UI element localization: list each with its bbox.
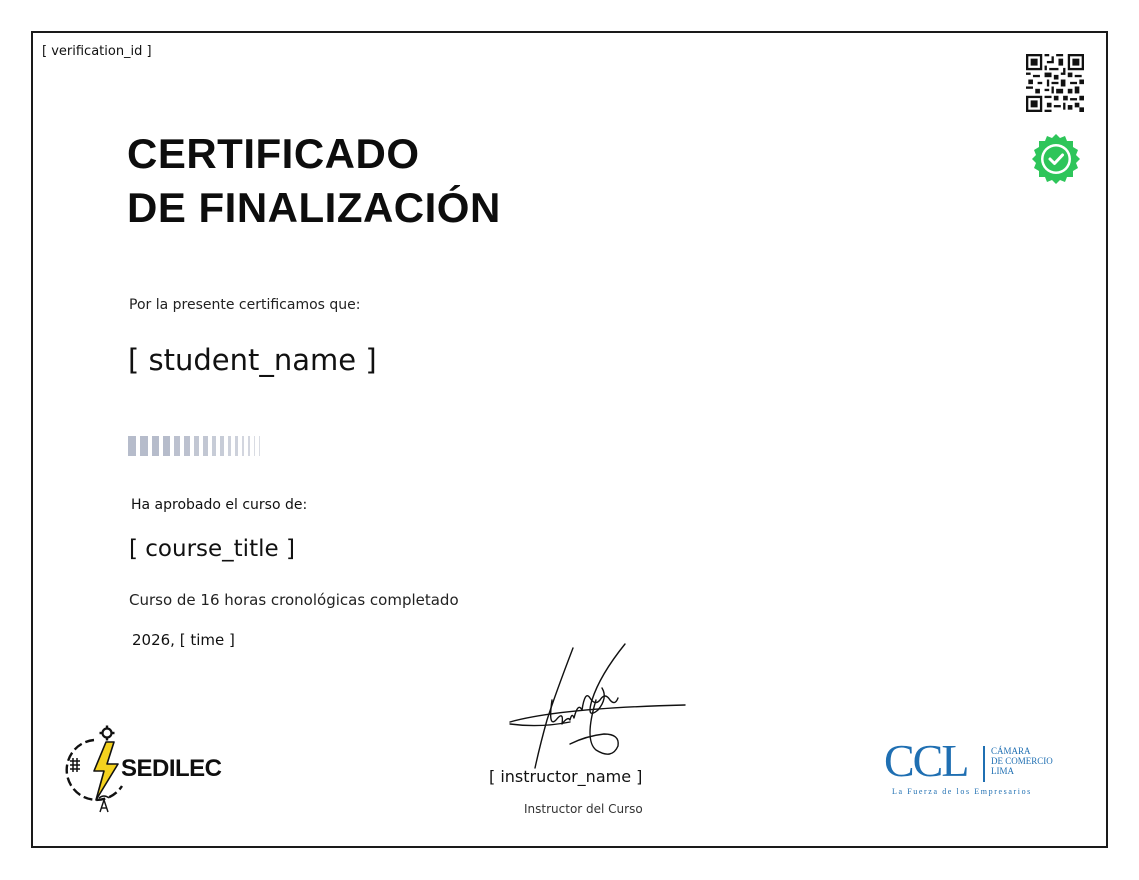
ccl-name-line-3: LIMA [991, 766, 1014, 776]
decorative-bars [128, 436, 264, 456]
course-title: [ course_title ] [129, 536, 295, 562]
verified-badge-icon [1030, 133, 1082, 185]
title-line-1: CERTIFICADO [127, 130, 420, 177]
approved-text: Ha aprobado el curso de: [131, 497, 308, 513]
ccl-name-line-1: CÁMARA [991, 746, 1031, 756]
instructor-role: Instructor del Curso [524, 802, 643, 816]
ccl-logo-tagline: La Fuerza de los Empresarios [892, 787, 1032, 796]
title-line-2: DE FINALIZACIÓN [127, 184, 501, 231]
intro-text: Por la presente certificamos que: [129, 297, 361, 313]
ccl-logo-name [991, 746, 1071, 776]
completion-date: 2026, [ time ] [132, 631, 235, 649]
handwritten-signature [500, 640, 690, 815]
certificate-title [127, 127, 501, 235]
ccl-logo-letters: CCL [884, 735, 968, 786]
ccl-name-line-2: DE COMERCIO [991, 756, 1053, 766]
qr-code-icon [1026, 54, 1084, 112]
course-hours: Curso de 16 horas cronológicas completado [129, 591, 459, 609]
instructor-name: [ instructor_name ] [489, 767, 643, 786]
sedilec-logo-text: SEDILEC [121, 755, 222, 782]
ccl-logo-divider [983, 746, 985, 782]
student-name: [ student_name ] [128, 343, 377, 377]
verification-id: [ verification_id ] [42, 44, 152, 59]
